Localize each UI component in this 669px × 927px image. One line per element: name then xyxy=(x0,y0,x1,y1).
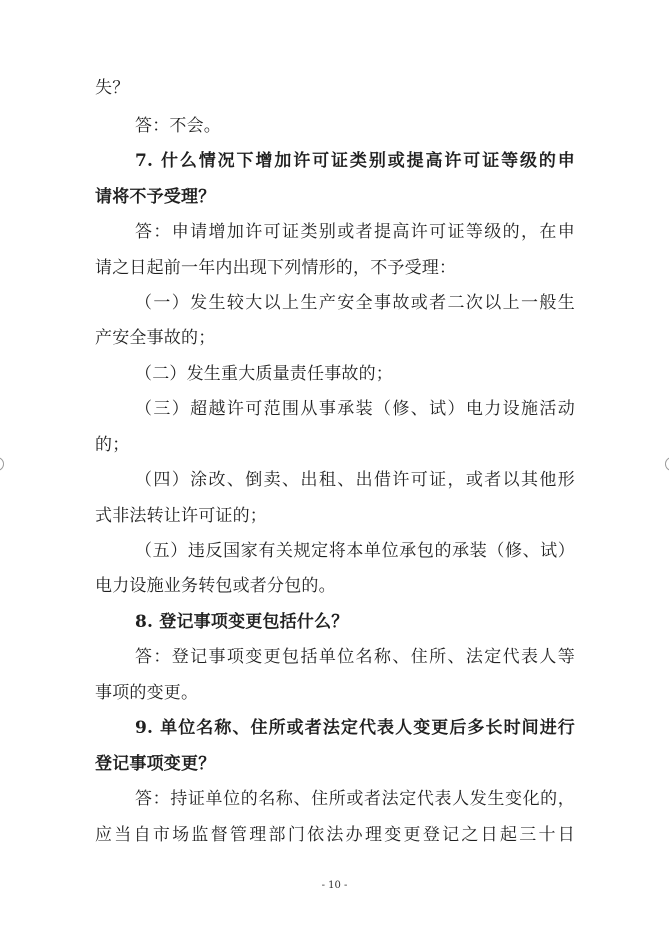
list-item-5-line: 电力设施业务转包或者分包的。 xyxy=(95,576,336,596)
answer-7-line: 答：申请增加许可证类别或者提高许可证等级的，在申 xyxy=(135,222,575,242)
list-item-1-line: 产安全事故的； xyxy=(95,328,216,348)
question-9-line: 登记事项变更？ xyxy=(95,754,216,774)
answer-8-line: 事项的变更。 xyxy=(95,683,199,703)
question-7-line: 请将不予受理？ xyxy=(95,187,216,207)
answer-7-line: 请之日起前一年内出现下列情形的，不予受理： xyxy=(95,258,457,278)
list-item-5-line: （五）违反国家有关规定将本单位承包的承装（修、试） xyxy=(135,541,575,561)
answer-9-line: 应当自市场监督管理部门依法办理变更登记之日起三十日 xyxy=(95,825,575,845)
binding-mark-right xyxy=(665,457,669,471)
list-item-4-line: （四）涂改、倒卖、出租、出借许可证，或者以其他形 xyxy=(135,470,575,490)
question-9-line: 9. 单位名称、住所或者法定代表人变更后多长时间进行 xyxy=(135,718,575,738)
question-8-line: 8. 登记事项变更包括什么？ xyxy=(135,612,349,632)
binding-mark-left xyxy=(0,457,4,471)
text-line: 失？ xyxy=(95,78,130,98)
answer-9-line: 答：持证单位的名称、住所或者法定代表人发生变化的， xyxy=(135,789,575,809)
answer-line: 答：不会。 xyxy=(135,116,221,136)
list-item-4-line: 式非法转让许可证的； xyxy=(95,506,267,526)
list-item-2-line: （二）发生重大质量责任事故的； xyxy=(135,364,393,384)
question-7-line: 7. 什么情况下增加许可证类别或提高许可证等级的申 xyxy=(135,151,575,171)
page-number: - 10 - xyxy=(321,880,348,891)
list-item-3-line: 的； xyxy=(95,435,130,455)
answer-8-line: 答：登记事项变更包括单位名称、住所、法定代表人等 xyxy=(135,647,575,667)
list-item-3-line: （三）超越许可范围从事承装（修、试）电力设施活动 xyxy=(135,399,575,419)
list-item-1-line: （一）发生较大以上生产安全事故或者二次以上一般生 xyxy=(135,293,575,313)
